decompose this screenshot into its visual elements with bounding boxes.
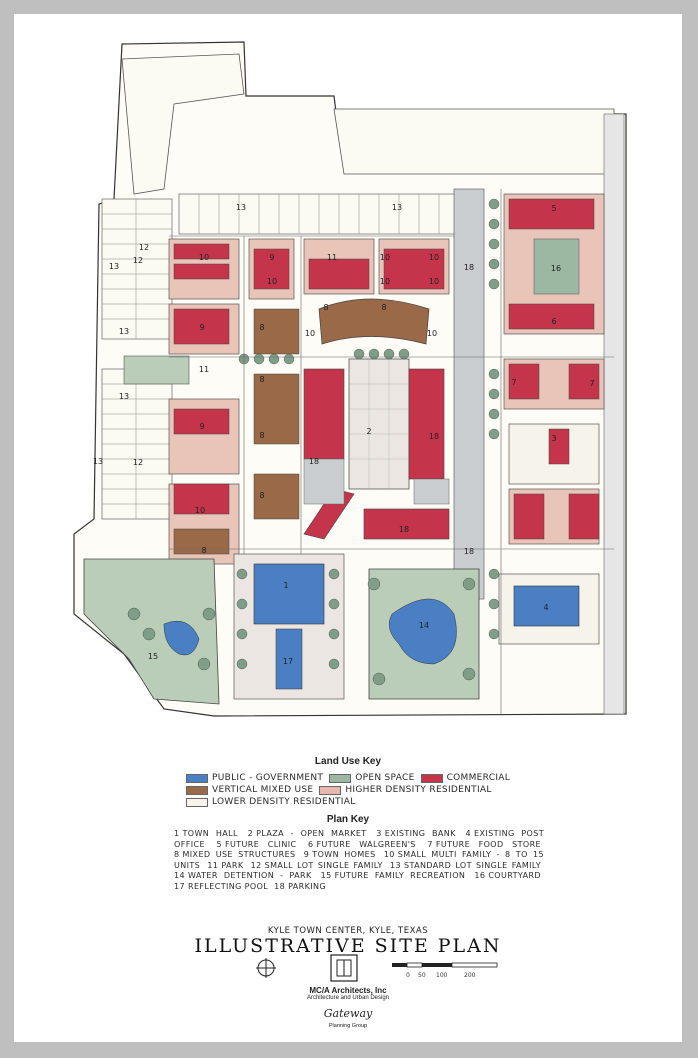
scale-bar-icon [392,960,502,970]
legend-swatch-commercial [421,774,443,783]
legend-label: OPEN SPACE [355,773,415,783]
plan-key-label: REFLECTING POOL [187,881,269,891]
plan-key-label: FUTURE WALGREEN'S [316,839,416,849]
plan-key-num: 13 [389,860,401,870]
plan-key-num: 5 [216,839,222,849]
plan-key-num: 16 [474,871,486,880]
legend-swatch-vertical-mixed [186,786,208,795]
plan-key-num: 2 [247,829,254,838]
map-label: 9 [269,253,275,262]
map-label: 5 [551,204,557,213]
map-label: 8 [259,323,265,332]
partner-subtitle: Planning Group [328,1023,368,1029]
site-plan-sheet [14,14,682,1042]
plan-key-num: 11 [207,860,219,870]
map-label: 10 [198,253,210,262]
commercial-s [364,509,449,539]
map-label: 18 [463,263,475,272]
map-label: 17 [282,657,294,666]
legend-item-commercial [421,773,511,783]
legend-label: COMMERCIAL [446,773,511,783]
map-label: 8 [259,375,265,384]
legend-item-open-space [329,773,414,783]
plan-key-num: 10 [383,850,395,859]
bldg-b [174,264,229,279]
map-label: 8 [381,303,387,312]
plan-key-list [174,829,544,892]
map-label: 1 [283,581,289,590]
plan-key-num: 6 [308,839,314,849]
plan-key-num: 8 [174,850,180,859]
parking-strip [454,189,484,599]
commercial-w [304,369,344,459]
land-use-key-title: Land Use Key [314,756,382,767]
map-label: 12 [138,243,150,252]
legend-label: VERTICAL MIXED USE [212,785,314,795]
scale-tick: 50 [418,972,426,979]
plan-key-num: 17 [174,881,185,891]
road-east [604,114,624,714]
map-label: 13 [235,203,247,212]
plan-key-num: 7 [427,839,433,849]
plan-key-label: FUTURE CLINIC [224,839,297,849]
map-label: 8 [259,491,265,500]
scale-tick: 200 [464,972,476,979]
legend-swatch-public [186,774,208,783]
plan-key-num: 3 [376,829,382,838]
commercial-e [409,369,444,479]
plan-key-label: TOWN HALL [182,829,238,838]
map-label: 10 [304,329,316,338]
plan-key-num: 14 [174,871,185,880]
legend-swatch-open-space [329,774,351,783]
legend-label: PUBLIC - GOVERNMENT [212,773,324,783]
map-label: 11 [326,253,338,262]
plan-key-label: PARKING [288,881,327,891]
parking-18b [414,479,449,504]
firm-tagline: Architecture and Urban Design [306,995,390,1001]
plan-key-label: PARK [221,860,244,870]
firm-seal-icon [330,954,358,982]
plan-key-num: 18 [274,881,286,891]
plan-subtitle: KYLE TOWN CENTER, KYLE, TEXAS [267,926,429,936]
map-label: 7 [511,378,517,387]
map-label: 13 [118,327,130,336]
map-label: 10 [426,329,438,338]
map-label: 13 [391,203,403,212]
map-label: 14 [418,621,430,630]
map-label: 12 [132,256,144,265]
map-label: 8 [259,431,265,440]
map-label: 8 [201,546,207,555]
map-label: 9 [199,323,205,332]
map-label: 9 [199,422,205,431]
bldg-e-comm-1 [514,494,544,539]
bldg-e-comm-2 [569,494,599,539]
plan-key-label: EXISTING BANK [384,829,456,838]
scale-tick: 100 [436,972,448,979]
plan-key-label: SMALL MULTI FAMILY - 8 TO 15 UNITS [174,850,544,870]
map-label: 16 [550,264,562,273]
n-lots-row [179,194,469,234]
legend-item-public [186,773,323,783]
plan-key-title: Plan Key [326,814,370,825]
plan-key-num: 12 [250,860,262,870]
plan-key-num: 1 [174,829,180,838]
n-lots [334,109,614,174]
map-label: 11 [198,365,210,374]
legend-label: LOWER DENSITY RESIDENTIAL [212,797,356,807]
legend-item-higher-density [319,785,491,795]
north-arrow-icon [256,958,276,978]
plan-key-label: SMALL LOT SINGLE FAMILY [264,860,383,870]
land-use-legend [186,772,526,808]
map-label: 10 [194,506,206,515]
plan-key-label: COURTYARD [488,871,541,880]
plan-key-num: 9 [303,850,310,859]
plan-key-num: 15 [320,871,332,880]
map-label: 13 [118,392,130,401]
map-label: 13 [108,262,120,271]
map-label: 18 [398,525,410,534]
plan-key-label: TOWN HOMES [312,850,376,859]
map-label: 2 [366,427,372,436]
bldg-town-hall [254,564,324,624]
plan-title: ILLUSTRATIVE SITE PLAN [194,935,502,957]
map-label: 10 [266,277,278,286]
plan-key-label: FUTURE FOOD STORE [435,839,541,849]
plan-key-label: WATER DETENTION - PARK [187,871,312,880]
plan-key-label: MIXED USE STRUCTURES [182,850,296,859]
map-label: 15 [147,652,159,661]
site-plan-map [14,14,682,754]
legend-item-lower-density [186,797,356,807]
map-label: 12 [132,458,144,467]
map-label: 4 [543,603,549,612]
firm-name: MC/A Architects, Inc [309,986,387,995]
plaza-open-market [349,359,409,489]
park-11 [124,356,189,384]
map-label: 7 [589,379,595,388]
map-label: 10 [428,277,440,286]
legend-swatch-higher-density [319,786,341,795]
map-label: 10 [428,253,440,262]
legend-swatch-lower-density [186,798,208,807]
partner-name: Gateway [323,1007,373,1020]
scale-tick: 0 [406,972,410,979]
map-label: 10 [379,277,391,286]
plan-key-num: 4 [465,829,472,838]
map-label: 13 [92,457,104,466]
map-label: 18 [308,457,320,466]
plan-key-label: FUTURE FAMILY RECREATION [334,871,466,880]
plan-key-label: STANDARD LOT SINGLE FAMILY [403,860,541,870]
map-label: 18 [463,547,475,556]
map-label: 10 [379,253,391,262]
legend-label: HIGHER DENSITY RESIDENTIAL [345,785,492,795]
plan-key-label: EXISTING POST OFFICE [174,829,545,849]
map-label: 3 [551,434,557,443]
map-label: 18 [428,432,440,441]
map-label: 6 [551,317,557,326]
bldg-h [309,259,369,289]
legend-item-vertical-mixed [186,785,313,795]
map-label: 8 [323,303,329,312]
plan-key-label: PLAZA - OPEN MARKET [256,829,367,838]
